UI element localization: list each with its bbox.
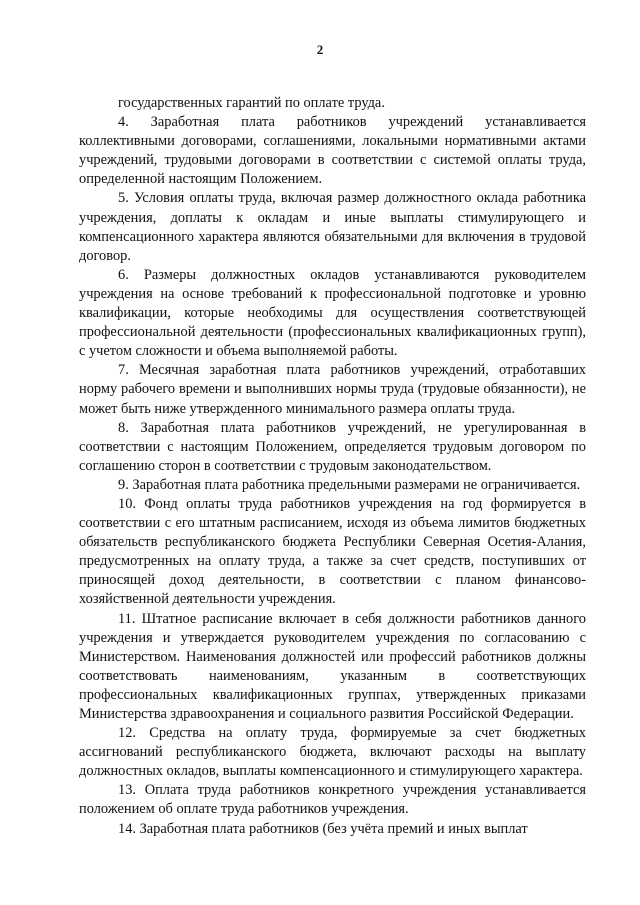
paragraph-11: 11. Штатное расписание включает в себя должности работников данного учреждения и утверждается руководителем учреждения по согласованию с Министерством. Наименования должностей или профессий работников должны соответствовать наименованиям, указанным в соответствующих профессиональных квалификационных группах, утвержденных приказами Министерства здравоохранения и социального развития Российской Федерации. [79,610,586,722]
page-number: 2 [316,42,324,57]
paragraph-12: 12. Средства на оплату труда, формируемые за счет бюджетных ассигнований республиканского бюджета, включают расходы на выплату должностных окладов, выплаты компенсационного и стимулирующего характера. [79,725,586,780]
paragraph-14: 14. Заработная плата работников (без учёта премий и иных выплат [118,820,528,837]
paragraph-13: 13. Оплата труда работников конкретного учреждения устанавливается положением об оплате труда работников учреждения. [79,782,586,818]
paragraph-6: 6. Размеры должностных окладов устанавливаются руководителем учреждения на основе требований к профессиональной подготовке и уровню квалификации, которые необходимы для осуществления соответствующей профессиональной деятельности (профессиональных квалификационных групп), с учетом сложности и объема выполняемой работы. [79,266,586,360]
paragraph-4: 4. Заработная плата работников учреждений устанавливается коллективными договорами, соглашениями, локальными нормативными актами учреждений, трудовыми договорами в соответствии с системой оплаты труда, определенной настоящим Положением. [79,114,586,188]
document-body [79,94,586,839]
paragraph-7: 7. Месячная заработная плата работников учреждений, отработавших норму рабочего времени и выполнивших нормы труда (трудовые обязанности), не может быть ниже утвержденного минимального размера оплаты труда. [79,362,586,417]
paragraph-5: 5. Условия оплаты труда, включая размер должностного оклада работника учреждения, доплаты к окладам и иные выплаты стимулирующего и компенсационного характера являются обязательными для включения в трудовой договор. [79,190,586,264]
paragraph-9: 9. Заработная плата работника предельными размерами не ограничивается. [118,476,581,493]
paragraph-continuation: государственных гарантий по оплате труда. [118,95,385,111]
paragraph-10: 10. Фонд оплаты труда работников учреждения на год формируется в соответствии с его штатным расписанием, исходя из объема лимитов бюджетных обязательств республиканского бюджета Республики Северная Осетия-Алания, предусмотренных на оплату труда, а также за счет средств, поступивших от приносящей доход деятельности, в соответствии с планом финансово-хозяйственной деятельности учреждения. [79,495,586,608]
paragraph-8: 8. Заработная плата работников учреждений, не урегулированная в соответствии с настоящим Положением, определяется трудовым договором по соглашению сторон в соответствии с трудовым законодательством. [79,419,586,474]
